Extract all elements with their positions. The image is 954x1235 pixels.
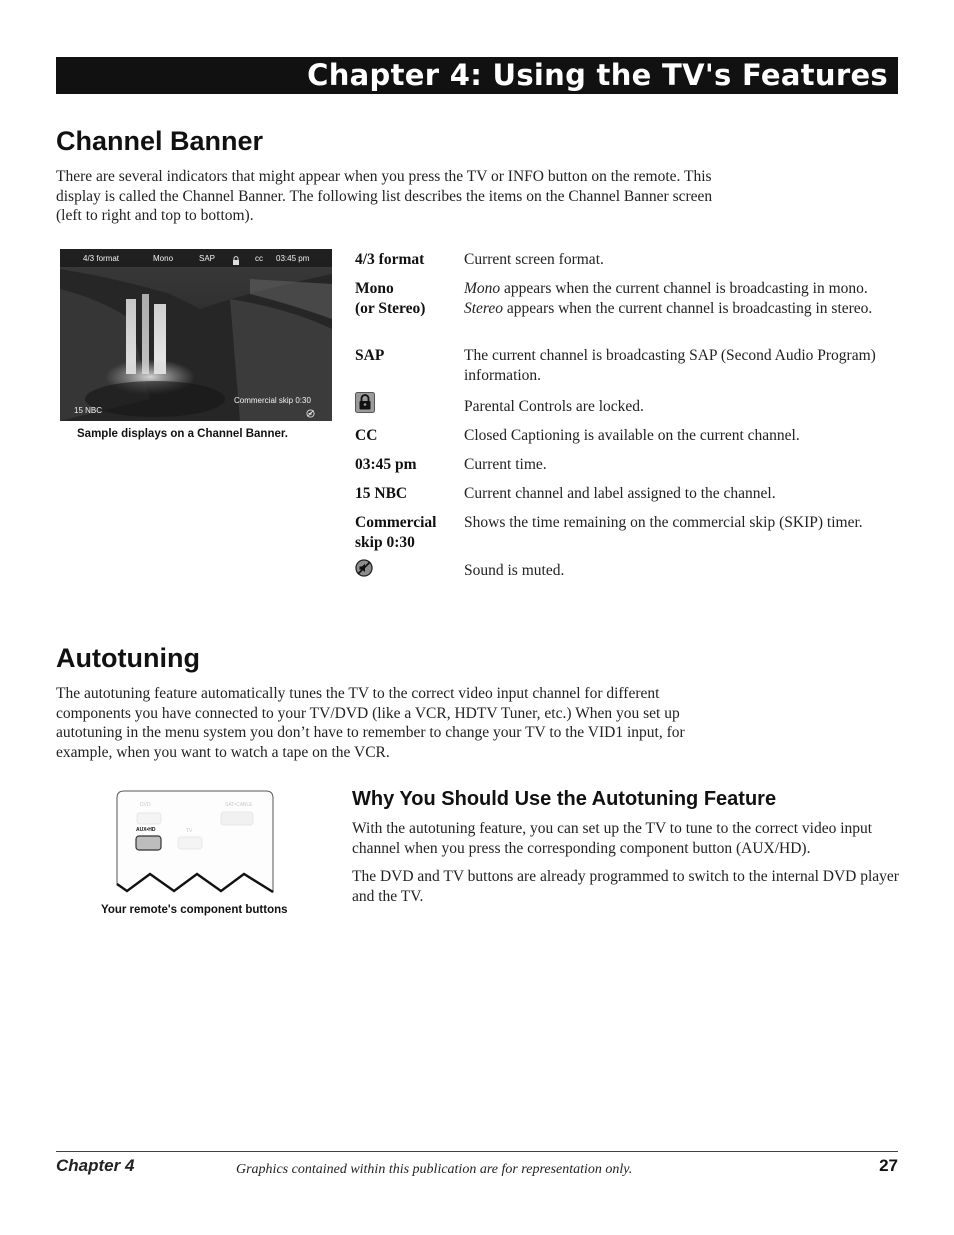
def-desc-time: Current time.: [464, 456, 547, 473]
why-autotuning-para2: The DVD and TV buttons are already programmed to switch to the internal DVD player and the TV.: [352, 868, 899, 905]
def-desc-mono-em1: Mono: [464, 280, 501, 297]
remote-sat-cable-label: SAT•CABLE: [225, 802, 253, 808]
def-term-sap: SAP: [355, 347, 385, 364]
aux-hd-button[interactable]: [136, 836, 161, 850]
def-desc-mute: Sound is muted.: [464, 562, 565, 579]
lock-icon: [355, 392, 375, 418]
footer-divider: [56, 1151, 898, 1152]
def-desc-lock: Parental Controls are locked.: [464, 398, 644, 415]
page-number: 27: [879, 1156, 898, 1175]
autotuning-intro: [56, 684, 706, 762]
autotuning-intro-text: The autotuning feature automatically tunes the TV to the correct video input channel for different components you have connected to your TV/DVD (like a VCR, HDTV Tuner, etc.) When you set up autotuning in the menu system you don’t have to remember to change your TV to the VID1 input, for example, when you want to watch a tape on the VCR.: [56, 685, 685, 761]
footer-chapter: Chapter 4: [56, 1156, 135, 1175]
def-desc-mono-part2: appears when the current channel is broadcasting in stereo.: [503, 299, 873, 317]
banner-channel: 15 NBC: [74, 406, 103, 415]
why-autotuning-subheading: Why You Should Use the Autotuning Feature: [352, 788, 777, 810]
remote-aux-hd-label: AUX•HD: [136, 827, 156, 833]
def-term-commercial-line2: skip 0:30: [355, 533, 415, 551]
banner-lock-icon: [232, 253, 240, 271]
channel-banner-intro: [56, 167, 716, 226]
def-term-time: 03:45 pm: [355, 456, 417, 473]
def-desc-channel: Current channel and label assigned to the channel.: [464, 485, 776, 502]
banner-cc: cc: [255, 254, 263, 263]
banner-time: 03:45 pm: [276, 254, 310, 263]
remote-tv-label: TV: [186, 828, 193, 834]
banner-mute-icon: [306, 405, 315, 421]
def-term-mono: [355, 279, 425, 318]
channel-banner-heading: Channel Banner: [56, 126, 264, 156]
def-desc-format: Current screen format.: [464, 251, 604, 268]
footer-note: Graphics contained within this publication are for representation only.: [236, 1162, 633, 1177]
def-desc-mono-em2: Stereo: [464, 299, 504, 317]
def-term-format: 4/3 format: [355, 251, 425, 268]
def-desc-mono: [464, 279, 900, 318]
chapter-header-bar: [56, 57, 898, 94]
def-term-channel: 15 NBC: [355, 485, 408, 502]
remote-caption: Your remote's component buttons: [101, 904, 288, 916]
def-term-mono-line1: Mono: [355, 280, 394, 297]
why-autotuning-body: [352, 819, 900, 906]
def-desc-sap: The current channel is broadcasting SAP (Second Audio Program) information.: [464, 347, 876, 384]
remote-component-buttons-illustration: [116, 790, 274, 894]
chapter-title: Chapter 4: Using the TV's Features: [307, 58, 888, 92]
channel-banner-sample-image: [60, 249, 332, 421]
autotuning-heading: Autotuning: [56, 643, 200, 673]
banner-sap: SAP: [199, 254, 216, 263]
channel-banner-intro-text: There are several indicators that might appear when you press the TV or INFO button on the remote. This display is called the Channel Banner. The following list describes the items on the Channel Banner screen (left to right and top to bottom).: [56, 168, 713, 225]
def-term-cc: CC: [355, 427, 378, 444]
banner-audio: Mono: [153, 254, 174, 263]
def-desc-mono-part1: appears when the current channel is broadcasting in mono.: [500, 280, 868, 297]
banner-commercial-skip: Commercial skip 0:30: [234, 396, 311, 405]
def-term-commercial-line1: Commercial: [355, 514, 437, 531]
def-term-mono-line2: (or Stereo): [355, 299, 426, 317]
mute-icon: [355, 559, 373, 582]
def-desc-cc: Closed Captioning is available on the current channel.: [464, 427, 800, 444]
why-autotuning-para1: With the autotuning feature, you can set up the TV to tune to the correct video input channel when you press the corresponding component button (AUX/HD).: [352, 820, 873, 857]
def-desc-commercial-skip: Shows the time remaining on the commercial skip (SKIP) timer.: [464, 514, 863, 531]
def-term-commercial-skip: [355, 513, 437, 552]
banner-format: 4/3 format: [83, 254, 120, 263]
channel-banner-image-caption: Sample displays on a Channel Banner.: [77, 428, 288, 440]
remote-dvd-label: DVD: [140, 802, 151, 808]
